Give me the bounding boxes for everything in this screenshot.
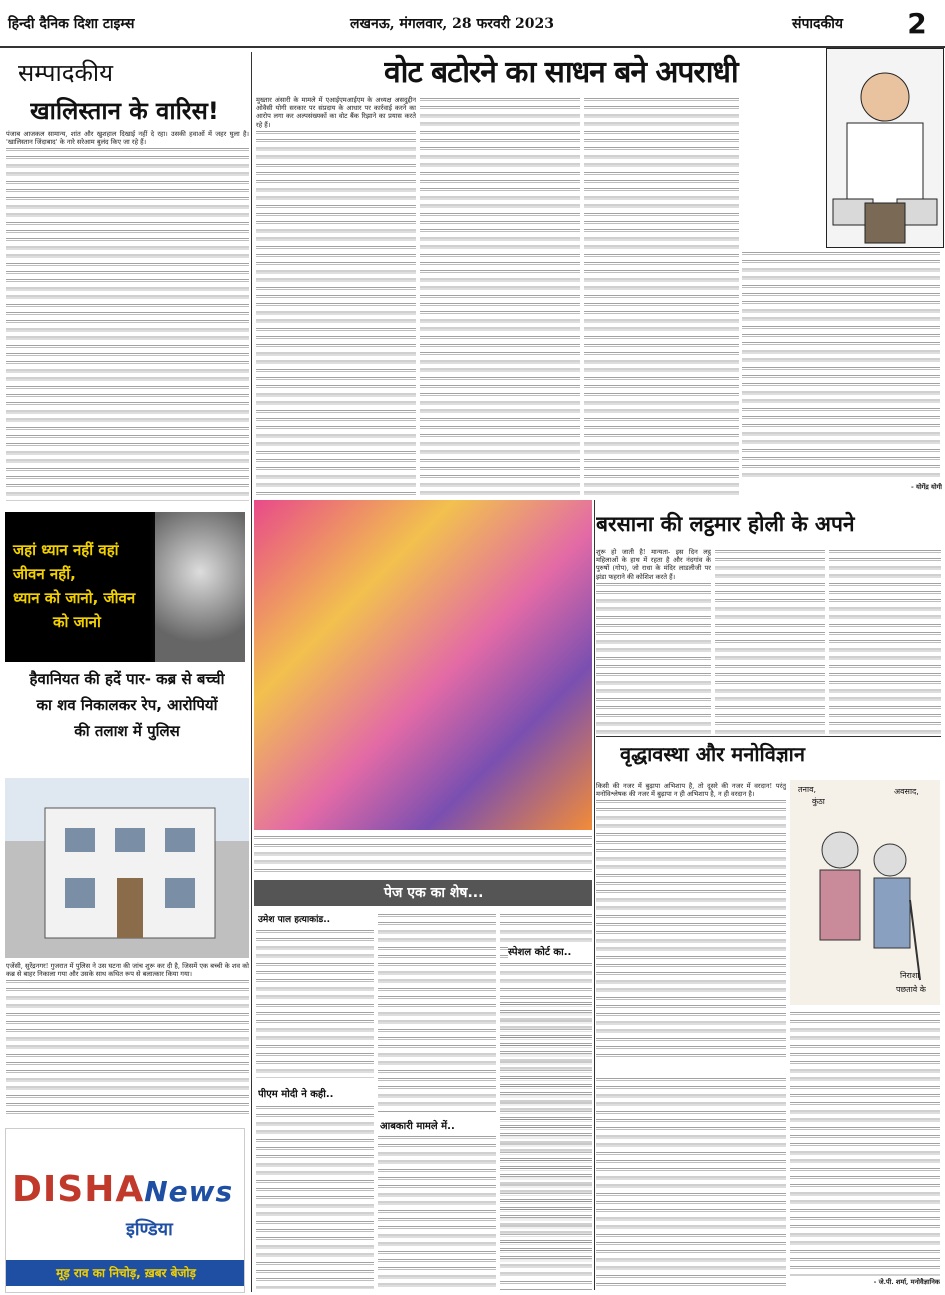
crime-story-text [6,962,249,1122]
ad-tagline: मूड़ राव का निचोड़, ख़बर बेजोड़ [6,1260,245,1286]
holi-celebration-photo [254,500,592,830]
quote-line-3: ध्यान को जानो, जीवन [13,589,136,607]
psych-col-3 [790,1010,940,1276]
politician-cartoon [826,48,944,248]
psych-text-start: किसी की नजर में बुढ़ापा अभिशाप है, तो दूसरे की नजर में वरदान! परंतु मनोविश्लेषक की नजर में बुढ़ापा न ही अभिशाप है, न ही वरदान है। [596,782,786,799]
psych-col-2 [596,1076,786,1288]
quote-line-1: जहां ध्यान नहीं वहां [13,541,119,559]
lead-story-col-3 [584,96,739,496]
holi-text-start: शुरू हो जाती है! मान्यता- इस दिन लट्ठ महिलाओं के हाथ में रहता है और नंदगांव के पुरुषों (गोप), जो राधा के मंदिर लाडलीजी पर झंडा फहराने की कोशिश करते हैं। [596,548,711,581]
section-name: संपादकीय [792,16,843,32]
cartoon-label-3: अवसाद, [894,787,919,796]
column-rule-2 [594,500,595,1290]
lead-story-col-4 [742,250,940,495]
cartoon-label-1: तनाव, [798,785,817,794]
meditation-quote-box [5,512,245,662]
continued-col-2 [378,912,496,1112]
editorial-text-start: पंजाब आजकल सामान्य, शांत और खुशहाल दिखाई नहीं दे रहा। उसकी हवाओं में जहर घुला है। 'खालिस्तान जिंदाबाद' के नारे सरेआम बुलंद किए जा रहे हैं। [6,130,249,147]
quote-line-4: को जानो [53,613,101,631]
holi-col-3 [829,548,941,738]
ad-brand: DISHA [12,1169,145,1210]
editorial-label: सम्पादकीय [18,59,114,87]
psych-story-title: वृद्धावस्था और मनोविज्ञान [620,742,805,766]
editorial-title: खालिस्तान के वारिस! [30,97,219,125]
paper-name: हिन्दी दैनिक दिशा टाइम्स [8,16,135,32]
quote-line-2: जीवन नहीं, [13,565,76,583]
section-rule [596,736,941,737]
disha-news-ad [5,1128,245,1293]
cartoon-label-5: पछतावे के [896,985,926,994]
cartoon-label-4: निराशा [900,971,920,980]
editorial-text [6,130,249,510]
lead-story-text-start: मुख्तार अंसारी के मामले में एआईएमआईएम के अध्यक्ष असदुद्दीन ओवैसी योगी सरकार पर संप्रदाय के आधार पर कार्रवाई करने का आरोप लगा कर अल्पसंख्यकों का वोट बैंक रिझाने का प्रयास करते रहे हैं। [256,96,416,129]
holi-col-2 [715,548,825,738]
crime-text-start: एजेंसी, सुरेंद्रनगर! गुजरात में पुलिस ने उस घटना की जांच शुरू कर दी है, जिसमें एक बच्ची के शव को कब्र से बाहर निकाला गया और उसके साथ कथित रूप से बलात्कार किया गया। [6,962,249,979]
holi-story-title: बरसाना की लट्ठमार होली के अपने [596,512,855,536]
masthead [0,0,945,48]
page-number: 2 [907,7,927,40]
continued-col-4 [256,1104,374,1289]
continued-col-6 [500,1000,592,1290]
lead-story-title: वोट बटोरने का साधन बने अपराधी [384,55,738,90]
crime-story-title [6,666,248,778]
lead-story-col-1 [256,96,416,496]
continued-sub-4: आबकारी मामले में.. [380,1121,455,1132]
continued-sub-3: पीएम मोदी ने कही.. [258,1089,334,1100]
elderly-couple-cartoon [790,780,940,1005]
continued-sub-2: स्पेशल कोर्ट का.. [508,944,592,958]
lead-story-col-2 [420,96,580,496]
crime-title-line-3: की तलाश में पुलिस [74,722,180,740]
lead-story-byline: - योगेंद्र योगी [910,483,942,491]
psych-byline: - जे.पी. शर्मा, मनोवैज्ञानिक [873,1278,940,1286]
issue-date: लखनऊ, मंगलवार, 28 फरवरी 2023 [350,16,554,32]
holi-photo-caption [254,834,592,876]
continued-col-5 [378,1134,496,1289]
ad-brand-2: News [144,1175,234,1208]
police-station-photo [5,778,249,958]
sage-photo [155,512,245,662]
ad-sub: इण्डिया [126,1219,173,1240]
continued-col-1 [256,928,374,1078]
crime-title-line-2: का शव निकालकर रेप, आरोपियों [36,696,218,714]
holi-col-1 [596,548,711,738]
column-rule-1 [251,52,252,1292]
cartoon-label-2: कुंठा [812,797,825,806]
continued-sub-1: उमेश पाल हत्याकांड.. [258,915,331,924]
continued-banner: पेज एक का शेष... [254,880,592,906]
crime-title-line-1: हैवानियत की हदें पार- कब्र से बच्ची [29,670,225,688]
psych-col-1 [596,782,786,1072]
